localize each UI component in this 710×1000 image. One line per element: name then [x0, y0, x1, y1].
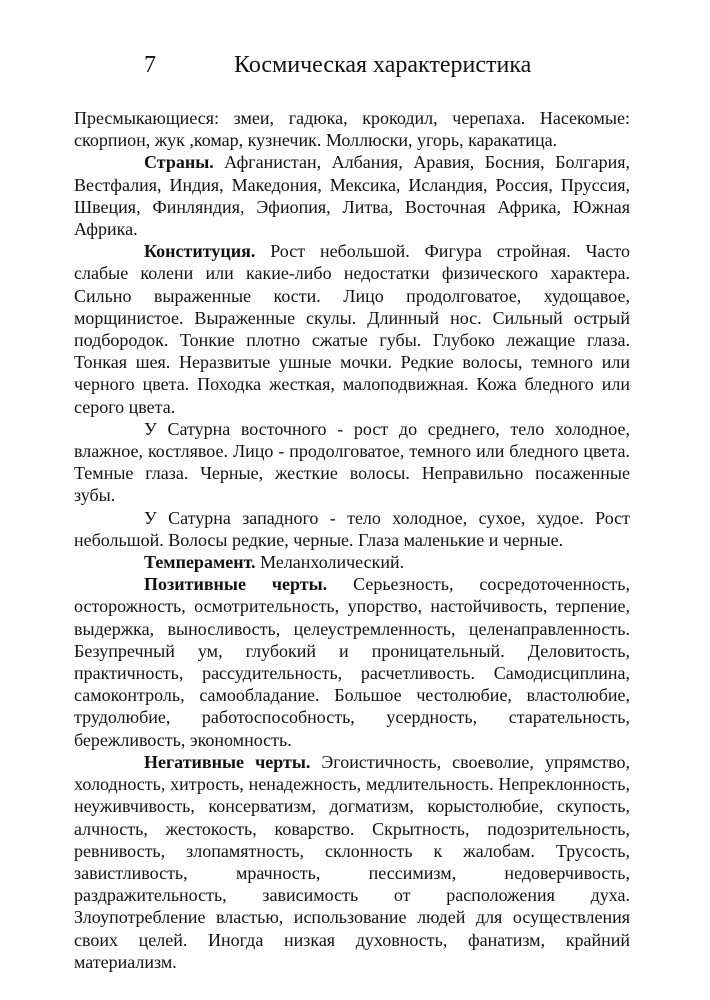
paragraph-positive-traits — [74, 573, 630, 751]
paragraph-animals — [74, 107, 630, 151]
paragraph-saturn-east — [74, 418, 630, 507]
paragraph-text: Серьезность, сосредоточенность, осторожность, осмотрительность, упорство, настойчивость, терпение, выдержка, выносливость, целеустремленность, целенаправленность. Безупречный ум, глубокий и проницательный. Деловитость, практичность, рассудительность, расчетливость. Самодисциплина, самоконтроль, самообладание. Большое честолюбие, властолюбие, трудолюбие, работоспособность, усердность, старательность, бережливость, экономность. — [74, 574, 630, 750]
paragraph-text: Пресмыкающиеся: змеи, гадюка, крокодил, черепаха. Насекомые: скорпион, жук ,комар, кузнечик. Моллюски, угорь, каракатица. — [74, 108, 630, 151]
paragraph-text: Меланхолический. — [255, 552, 405, 573]
paragraph-saturn-west — [74, 507, 630, 551]
paragraph-heading: Конституция. — [144, 241, 256, 262]
paragraph-heading: Темперамент. — [144, 552, 256, 573]
paragraph-countries — [74, 151, 630, 240]
paragraph-heading: Страны. — [144, 152, 214, 173]
page-number: 7 — [144, 52, 156, 78]
paragraph-negative-traits — [74, 751, 630, 973]
paragraph-heading: Негативные черты. — [144, 751, 311, 772]
page-header — [74, 50, 630, 80]
paragraph-text: У Сатурна западного - тело холодное, сухое, худое. Рост небольшой. Волосы редкие, черные. Глаза маленькие и черные. — [74, 507, 630, 550]
running-title: Космическая характеристика — [234, 52, 532, 78]
paragraph-text: Афганистан, Албания, Аравия, Босния, Болгария, Вестфалия, Индия, Македония, Мексика, Исландия, Россия, Пруссия, Швеция, Финляндия, Эфиопия, Литва, Восточная Африка, Южная Африка. — [74, 152, 630, 240]
paragraph-temperament — [74, 551, 630, 573]
paragraph-heading: Позитивные черты. — [144, 574, 328, 595]
paragraph-constitution — [74, 240, 630, 418]
paragraph-text: Эгоистичность, своеволие, упрямство, холодность, хитрость, ненадежность, медлительность. Непреклонность, неуживчивость, консерватизм, догматизм, корыстолюбие, скупость, алчность, жестокость, коварство. Скрытность, подозрительность, ревнивость, злопамятность, склонность к жалобам. Трусость, завистливость, мрачность, пессимизм, недоверчивость, раздражительность, зависимость от расположения духа. Злоупотребление властью, использование людей для осуществления своих целей. Иногда низкая духовность, фанатизм, крайний материализм. — [74, 751, 630, 972]
paragraph-text: У Сатурна восточного - рост до среднего, тело холодное, влажное, костлявое. Лицо - продолговатое, темного или бледного цвета. Темные глаза. Черные, жесткие волосы. Неправильно посаженные зубы. — [74, 418, 630, 506]
paragraph-text: Рост небольшой. Фигура стройная. Часто слабые колени или какие-либо недостатки физического характера. Сильно выраженные кости. Лицо продолговатое, худощавое, морщинистое. Выраженные скулы. Длинный нос. Сильный острый подбородок. Тонкие плотно сжатые губы. Глубоко лежащие глаза. Тонкая шея. Неразвитые ушные мочки. Редкие волосы, темного или черного цвета. Походка жесткая, малоподвижная. Кожа бледного или серого цвета. — [74, 241, 630, 417]
page-body — [74, 107, 630, 973]
